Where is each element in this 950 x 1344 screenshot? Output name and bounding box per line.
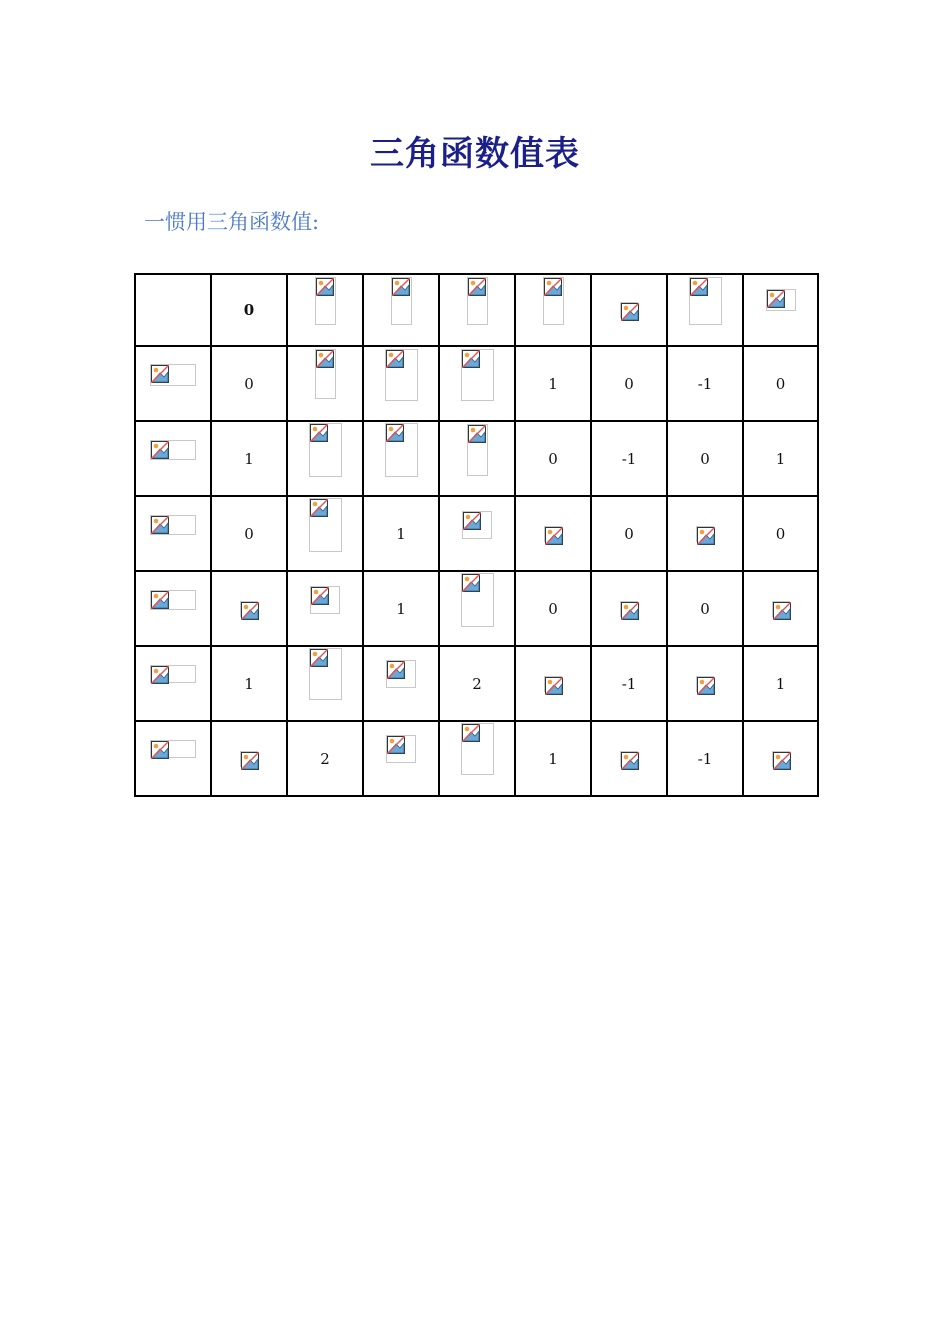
table-header-cell (287, 274, 363, 346)
row-label-cell (135, 571, 211, 646)
table-cell (439, 496, 515, 571)
broken-image-icon (385, 349, 418, 401)
table-cell: 1 (515, 721, 591, 796)
table-cell (211, 571, 287, 646)
table-header-row (135, 274, 818, 346)
table-corner-cell (135, 274, 211, 346)
table-cell: 0 (591, 496, 667, 571)
table-row (135, 721, 818, 796)
table-cell: 2 (287, 721, 363, 796)
table-cell (287, 646, 363, 721)
broken-image-icon (620, 601, 638, 617)
broken-image-icon (315, 349, 336, 399)
table-row (135, 346, 818, 421)
table-cell: 2 (439, 646, 515, 721)
table-cell (287, 496, 363, 571)
table-cell: 0 (743, 346, 818, 421)
broken-image-icon (689, 277, 722, 325)
table-header-cell (515, 274, 591, 346)
table-cell: -1 (591, 646, 667, 721)
table-cell: -1 (667, 346, 743, 421)
broken-image-icon (467, 277, 488, 325)
table-cell (439, 721, 515, 796)
broken-image-icon (620, 751, 638, 767)
table-cell: -1 (667, 721, 743, 796)
table-header-cell (667, 274, 743, 346)
table-header-cell (591, 274, 667, 346)
table-cell: 1 (363, 496, 439, 571)
table-header-cell (211, 274, 287, 346)
broken-image-icon (150, 364, 196, 386)
table-cell: 0 (515, 421, 591, 496)
broken-image-icon (309, 423, 342, 477)
table-cell: 1 (363, 571, 439, 646)
table-cell: 1 (743, 421, 818, 496)
table-cell (743, 721, 818, 796)
table-cell: 1 (743, 646, 818, 721)
table-header-cell (439, 274, 515, 346)
row-label-cell (135, 346, 211, 421)
table-cell: 0 (211, 346, 287, 421)
broken-image-icon (240, 601, 258, 617)
broken-image-icon (696, 526, 714, 542)
table-cell (439, 421, 515, 496)
table-cell (287, 421, 363, 496)
table-cell (591, 571, 667, 646)
broken-image-icon (544, 676, 562, 692)
table-cell (363, 346, 439, 421)
table-row (135, 646, 818, 721)
broken-image-icon (544, 526, 562, 542)
table-cell: 0 (515, 571, 591, 646)
table-cell: 1 (211, 646, 287, 721)
broken-image-icon (467, 424, 488, 476)
broken-image-icon (461, 349, 494, 401)
table-cell (515, 496, 591, 571)
broken-image-icon (461, 723, 494, 775)
table-row (135, 571, 818, 646)
table-cell (211, 721, 287, 796)
broken-image-icon (696, 676, 714, 692)
broken-image-icon (386, 660, 416, 688)
row-label-cell (135, 496, 211, 571)
table-cell (363, 421, 439, 496)
broken-image-icon (766, 289, 796, 311)
table-cell (363, 646, 439, 721)
table-cell: -1 (591, 421, 667, 496)
broken-image-icon (240, 751, 258, 767)
broken-image-icon (150, 515, 196, 535)
table-cell: 0 (667, 571, 743, 646)
broken-image-icon (462, 511, 492, 539)
broken-image-icon (543, 277, 564, 325)
table-cell: 0 (743, 496, 818, 571)
table-cell: 0 (667, 421, 743, 496)
table-cell (439, 346, 515, 421)
table-cell: 1 (515, 346, 591, 421)
broken-image-icon (150, 440, 196, 460)
page-title: 三角函数值表 (370, 134, 580, 174)
table-header-cell (363, 274, 439, 346)
table-cell (363, 721, 439, 796)
table-header-cell (743, 274, 818, 346)
header-label: 0 (243, 301, 255, 319)
table-cell (591, 721, 667, 796)
broken-image-icon (772, 751, 790, 767)
table-cell (667, 646, 743, 721)
broken-image-icon (391, 277, 412, 325)
table-row (135, 421, 818, 496)
broken-image-icon (461, 573, 494, 627)
broken-image-icon (772, 601, 790, 617)
row-label-cell (135, 646, 211, 721)
table-cell (667, 496, 743, 571)
table-cell (287, 571, 363, 646)
table-cell (743, 571, 818, 646)
broken-image-icon (150, 740, 196, 758)
table-cell (439, 571, 515, 646)
broken-image-icon (385, 423, 418, 477)
table-cell: 0 (591, 346, 667, 421)
broken-image-icon (150, 665, 196, 683)
row-label-cell (135, 421, 211, 496)
trig-value-table (134, 273, 819, 797)
broken-image-icon (386, 735, 416, 763)
section-subtitle: 一惯用三角函数值: (144, 210, 320, 234)
table-cell (515, 646, 591, 721)
broken-image-icon (620, 302, 638, 318)
table-cell: 0 (211, 496, 287, 571)
table-cell: 1 (211, 421, 287, 496)
table-row (135, 496, 818, 571)
broken-image-icon (309, 648, 342, 700)
broken-image-icon (309, 498, 342, 552)
table-cell (287, 346, 363, 421)
row-label-cell (135, 721, 211, 796)
broken-image-icon (150, 590, 196, 610)
broken-image-icon (315, 277, 336, 325)
broken-image-icon (310, 586, 340, 614)
